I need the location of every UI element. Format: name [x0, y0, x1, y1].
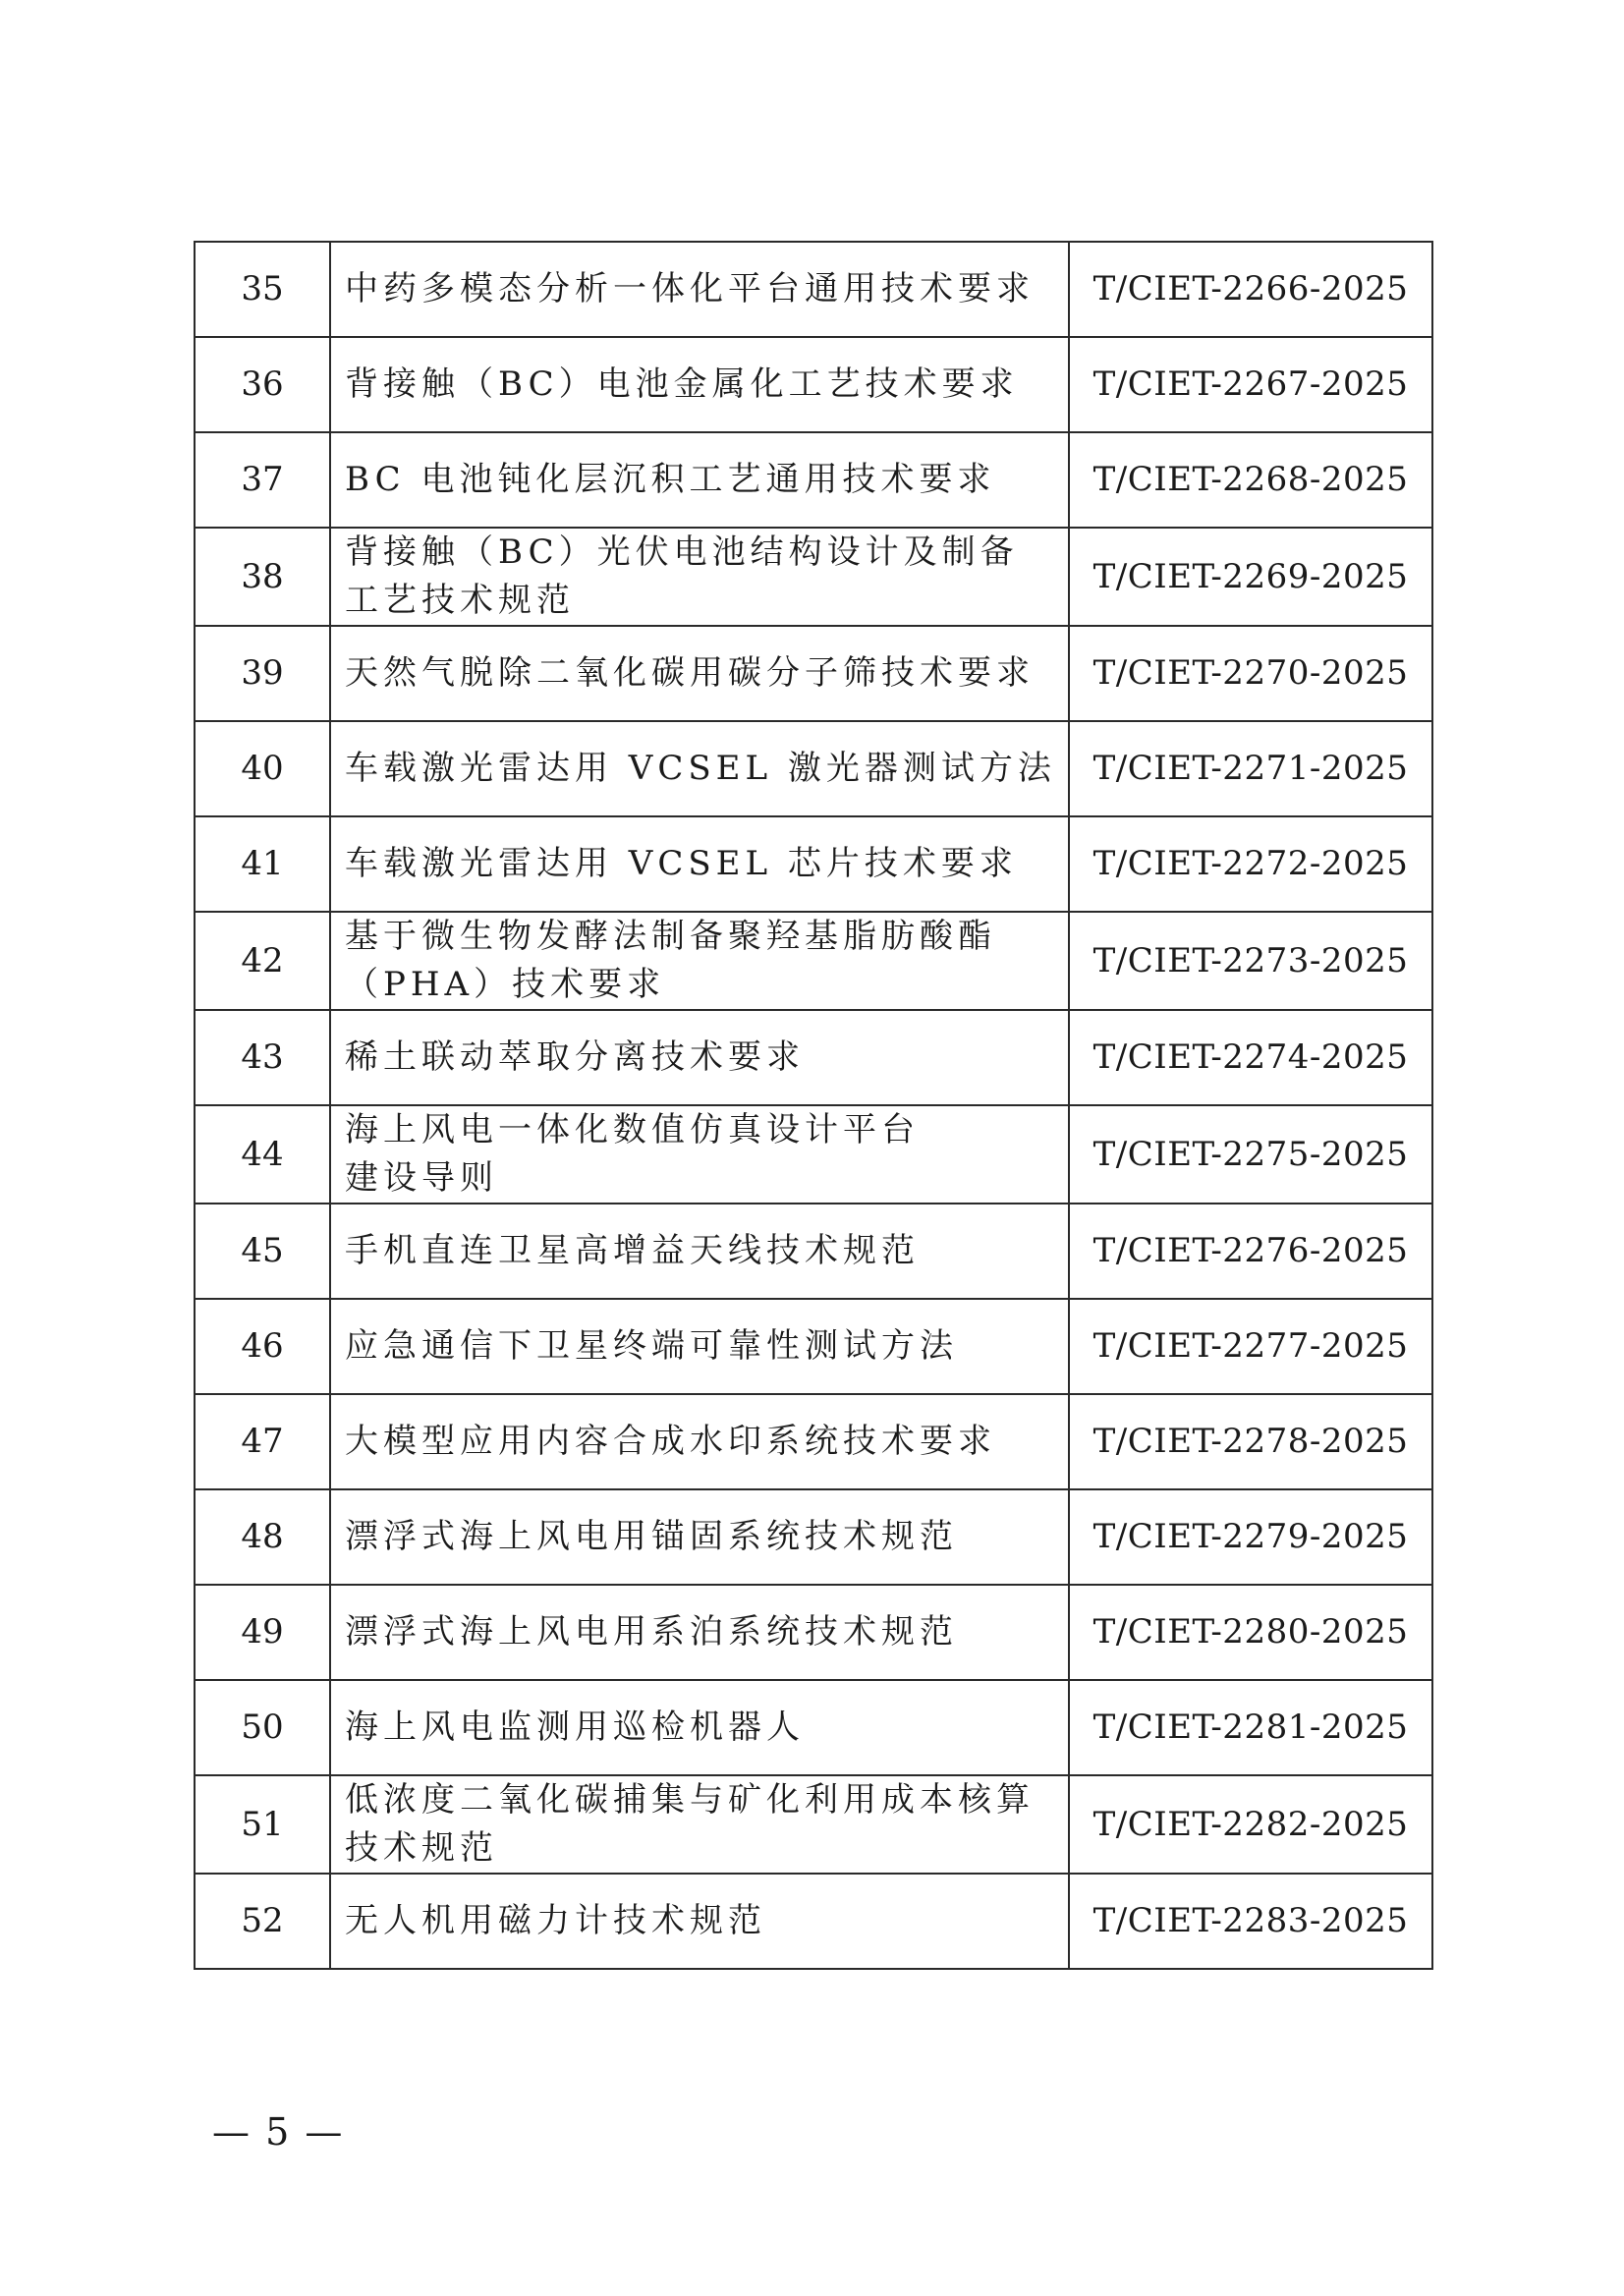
standard-name: 车载激光雷达用 VCSEL 激光器测试方法: [330, 721, 1069, 816]
table-row: [195, 721, 1432, 816]
row-number: 42: [195, 912, 330, 1010]
standard-name: 低浓度二氧化碳捕集与矿化利用成本核算 技术规范: [330, 1775, 1069, 1874]
standard-code: T/CIET-2272-2025: [1069, 816, 1432, 912]
table-row: [195, 1489, 1432, 1585]
standard-code: T/CIET-2273-2025: [1069, 912, 1432, 1010]
row-number: 45: [195, 1204, 330, 1299]
standard-name: 手机直连卫星高增益天线技术规范: [330, 1204, 1069, 1299]
table-row: [195, 528, 1432, 626]
standard-code: T/CIET-2276-2025: [1069, 1204, 1432, 1299]
standard-name: 无人机用磁力计技术规范: [330, 1874, 1069, 1969]
row-number: 41: [195, 816, 330, 912]
page-number: — 5 —: [212, 2110, 345, 2154]
standard-code: T/CIET-2267-2025: [1069, 337, 1432, 432]
table-row: [195, 1204, 1432, 1299]
standard-name: 基于微生物发酵法制备聚羟基脂肪酸酯 （PHA）技术要求: [330, 912, 1069, 1010]
standard-name: 漂浮式海上风电用系泊系统技术规范: [330, 1585, 1069, 1680]
table-row: [195, 1874, 1432, 1969]
row-number: 47: [195, 1394, 330, 1489]
row-number: 50: [195, 1680, 330, 1775]
standard-code: T/CIET-2280-2025: [1069, 1585, 1432, 1680]
table-row: [195, 626, 1432, 721]
standards-table: [194, 241, 1433, 1970]
row-number: 52: [195, 1874, 330, 1969]
row-number: 38: [195, 528, 330, 626]
standard-name: 应急通信下卫星终端可靠性测试方法: [330, 1299, 1069, 1394]
row-number: 39: [195, 626, 330, 721]
table-row: [195, 1299, 1432, 1394]
row-number: 44: [195, 1105, 330, 1204]
table-row: [195, 1394, 1432, 1489]
standard-code: T/CIET-2274-2025: [1069, 1010, 1432, 1105]
table-row: [195, 337, 1432, 432]
table-row: [195, 912, 1432, 1010]
standard-name: 海上风电监测用巡检机器人: [330, 1680, 1069, 1775]
standard-name: BC 电池钝化层沉积工艺通用技术要求: [330, 432, 1069, 528]
table-row: [195, 1010, 1432, 1105]
standard-code: T/CIET-2277-2025: [1069, 1299, 1432, 1394]
row-number: 49: [195, 1585, 330, 1680]
row-number: 37: [195, 432, 330, 528]
standard-code: T/CIET-2279-2025: [1069, 1489, 1432, 1585]
standard-name: 天然气脱除二氧化碳用碳分子筛技术要求: [330, 626, 1069, 721]
table-row: [195, 816, 1432, 912]
standard-code: T/CIET-2268-2025: [1069, 432, 1432, 528]
standard-code: T/CIET-2282-2025: [1069, 1775, 1432, 1874]
standard-name: 海上风电一体化数值仿真设计平台 建设导则: [330, 1105, 1069, 1204]
standard-code: T/CIET-2278-2025: [1069, 1394, 1432, 1489]
row-number: 40: [195, 721, 330, 816]
standard-code: T/CIET-2270-2025: [1069, 626, 1432, 721]
row-number: 36: [195, 337, 330, 432]
row-number: 51: [195, 1775, 330, 1874]
row-number: 35: [195, 242, 330, 337]
table-row: [195, 1775, 1432, 1874]
standard-code: T/CIET-2275-2025: [1069, 1105, 1432, 1204]
standard-code: T/CIET-2283-2025: [1069, 1874, 1432, 1969]
standard-code: T/CIET-2281-2025: [1069, 1680, 1432, 1775]
standard-code: T/CIET-2269-2025: [1069, 528, 1432, 626]
standard-name: 大模型应用内容合成水印系统技术要求: [330, 1394, 1069, 1489]
standard-name: 背接触（BC）光伏电池结构设计及制备 工艺技术规范: [330, 528, 1069, 626]
standard-name: 稀土联动萃取分离技术要求: [330, 1010, 1069, 1105]
table-row: [195, 432, 1432, 528]
standard-name: 中药多模态分析一体化平台通用技术要求: [330, 242, 1069, 337]
row-number: 43: [195, 1010, 330, 1105]
standard-name: 漂浮式海上风电用锚固系统技术规范: [330, 1489, 1069, 1585]
table-row: [195, 242, 1432, 337]
standard-name: 背接触（BC）电池金属化工艺技术要求: [330, 337, 1069, 432]
table-row: [195, 1680, 1432, 1775]
standard-code: T/CIET-2271-2025: [1069, 721, 1432, 816]
row-number: 46: [195, 1299, 330, 1394]
table-row: [195, 1105, 1432, 1204]
row-number: 48: [195, 1489, 330, 1585]
table-row: [195, 1585, 1432, 1680]
standard-code: T/CIET-2266-2025: [1069, 242, 1432, 337]
standard-name: 车载激光雷达用 VCSEL 芯片技术要求: [330, 816, 1069, 912]
